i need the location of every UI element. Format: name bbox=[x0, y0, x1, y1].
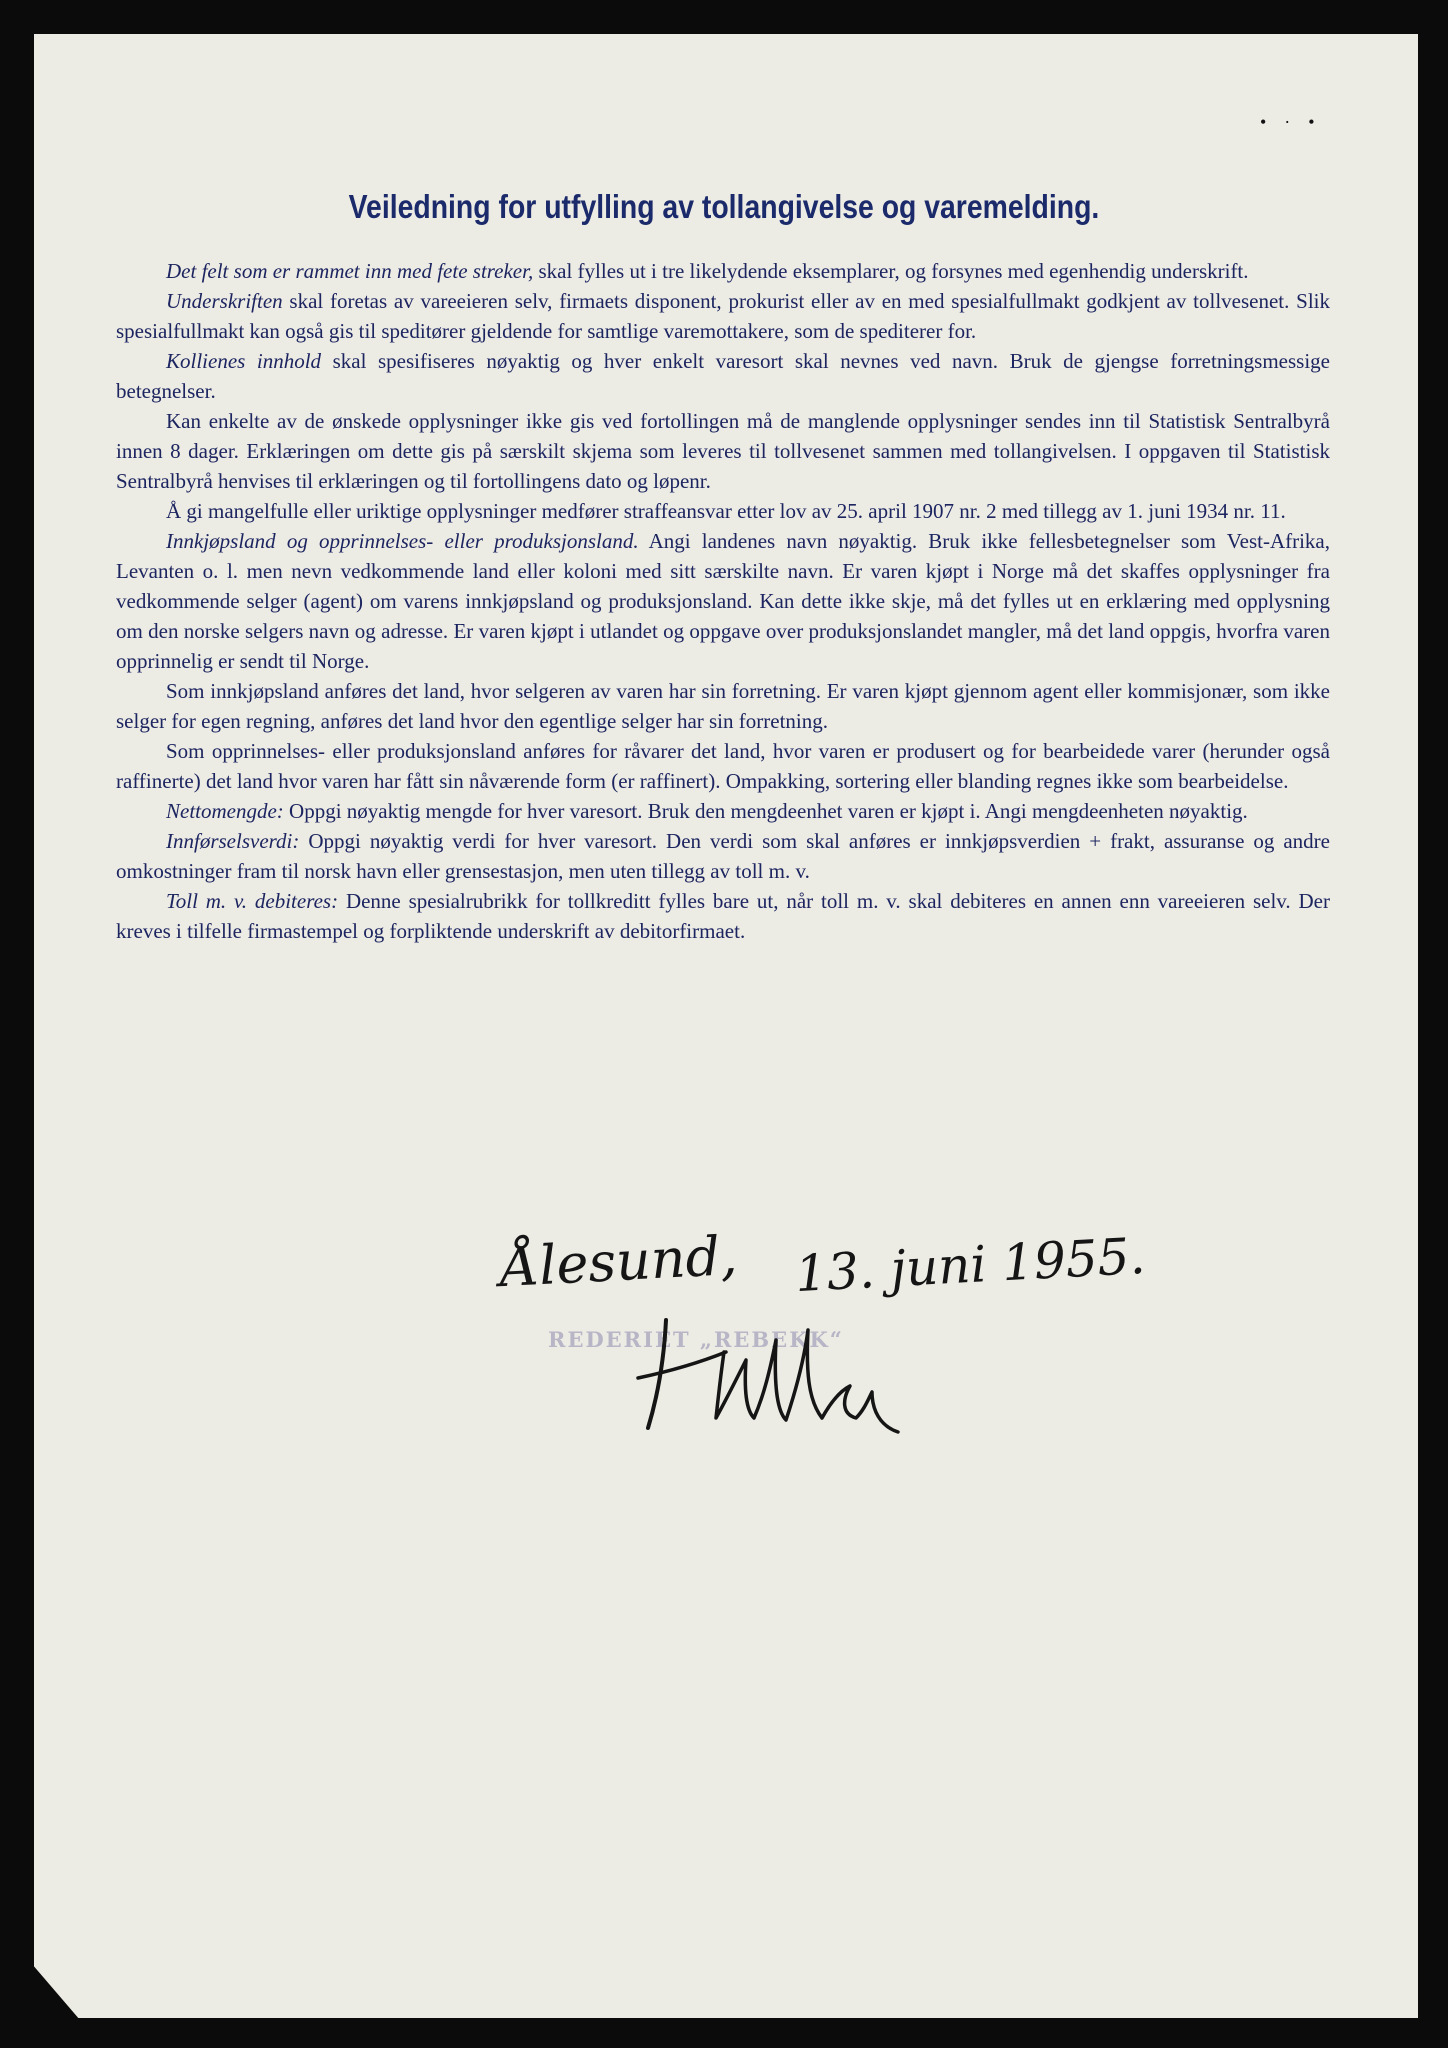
paragraph-text: Som opprinnelses- eller produksjonsland anføres for råvarer det land, hvor varen er produsert og for bearbeidede varer (herunder også raffinerte) det land hvor varen har fått sin nåværende form (er raffinert). Ompakking, sortering eller blanding regnes ikke som bearbeidelse. bbox=[116, 739, 1330, 793]
paragraph bbox=[116, 526, 1330, 676]
paragraph-text: Å gi mangelfulle eller uriktige opplysninger medfører straffeansvar etter lov av 25. april 1907 nr. 2 med tillegg av 1. juni 1934 nr. 11. bbox=[166, 499, 1286, 523]
company-stamp: REDERIET „REBEKK“ bbox=[548, 1327, 844, 1352]
paragraph-text: skal foretas av vareeieren selv, firmaets disponent, prokurist eller av en med spesialfullmakt godkjent av tollvesenet. Slik spesialfullmakt kan også gis til speditører gjeldende for samtlige varemottakere, som de spediterer for. bbox=[116, 289, 1330, 343]
paragraph bbox=[116, 496, 1330, 526]
paragraph-text: Kan enkelte av de ønskede opplysninger ikke gis ved fortollingen må de manglende opplysninger sendes inn til Statistisk Sentralbyrå innen 8 dager. Erklæringen om dette gis på særskilt skjema som leveres til tollvesenet sammen med tollangivelsen. I oppgaven til Statistisk Sentralbyrå henvises til erklæringen og til fortollingens dato og løpenr. bbox=[116, 409, 1330, 493]
instruction-text bbox=[116, 256, 1330, 946]
paragraph-text: Oppgi nøyaktig verdi for hver varesort. Den verdi som skal anføres er innkjøpsverdien + frakt, assuranse og andre omkostninger fram til norsk havn eller grensestasjon, men uten tillegg av toll m. v. bbox=[116, 829, 1330, 883]
paragraph-text: skal fylles ut i tre likelydende eksemplarer, og forsynes med egenhendig underskrift. bbox=[533, 259, 1249, 283]
paragraph-lead: Nettomengde: bbox=[166, 799, 284, 823]
paragraph-text: Angi landenes navn nøyaktig. Bruk ikke fellesbetegnelser som Vest-Afrika, Levanten o. l. men nevn vedkommende land eller koloni med sitt særskilte navn. Er varen kjøpt i Norge må det skaffes opplysninger fra vedkommende selger (agent) om varens innkjøpsland og produksjonsland. Kan dette ikke skje, må det fylles ut en erklæring med opplysning om den norske selgers navn og adresse. Er varen kjøpt i utlandet og oppgave over produksjonslandet mangler, må det land oppgis, hvorfra varen opprinnelig er sendt til Norge. bbox=[116, 529, 1331, 673]
signature-date: 13. juni 1955. bbox=[793, 1226, 1147, 1304]
handwritten-signature bbox=[636, 1300, 916, 1440]
paragraph-text: Oppgi nøyaktig mengde for hver varesort. Bruk den mengdeenhet varen er kjøpt i. Angi mengdeenheten nøyaktig. bbox=[283, 799, 1248, 823]
paragraph bbox=[116, 886, 1330, 946]
paragraph-lead: Underskriften bbox=[166, 289, 283, 313]
paragraph-lead: Toll m. v. debiteres: bbox=[166, 889, 339, 913]
paragraph bbox=[116, 256, 1330, 286]
paragraph-lead: Det felt som er rammet inn med fete streker, bbox=[166, 259, 534, 283]
paragraph bbox=[116, 826, 1330, 886]
paragraph bbox=[116, 676, 1330, 736]
page-title: Veiledning for utfylling av tollangivelse og varemelding. bbox=[348, 188, 1100, 225]
paragraph bbox=[116, 406, 1330, 496]
paragraph-lead: Kollienes innhold bbox=[166, 349, 322, 373]
paragraph-text: Som innkjøpsland anføres det land, hvor selgeren av varen har sin forretning. Er varen kjøpt gjennom agent eller kommisjonær, som ikke selger for egen regning, anføres det land hvor den egentlige selger har sin forretning. bbox=[116, 679, 1330, 733]
paragraph bbox=[116, 346, 1330, 406]
paragraph-text: Denne spesialrubrikk for tollkreditt fylles bare ut, når toll m. v. skal debiteres en annen enn vareeieren selv. Der kreves i tilfelle firmastempel og forpliktende underskrift av debitorfirmaet. bbox=[116, 889, 1330, 943]
paragraph-text: skal spesifiseres nøyaktig og hver enkelt varesort skal nevnes ved navn. Bruk de gjengse forretningsmessige betegnelser. bbox=[116, 349, 1330, 403]
paragraph bbox=[116, 796, 1330, 826]
signature-place: Ålesund, bbox=[498, 1223, 739, 1300]
paragraph bbox=[116, 286, 1330, 346]
ink-specks: •·• bbox=[1260, 112, 1333, 132]
paragraph-lead: Innkjøpsland og opprinnelses- eller produksjonsland. bbox=[166, 529, 639, 553]
paragraph bbox=[116, 736, 1330, 796]
paragraph-lead: Innførselsverdi: bbox=[166, 829, 300, 853]
